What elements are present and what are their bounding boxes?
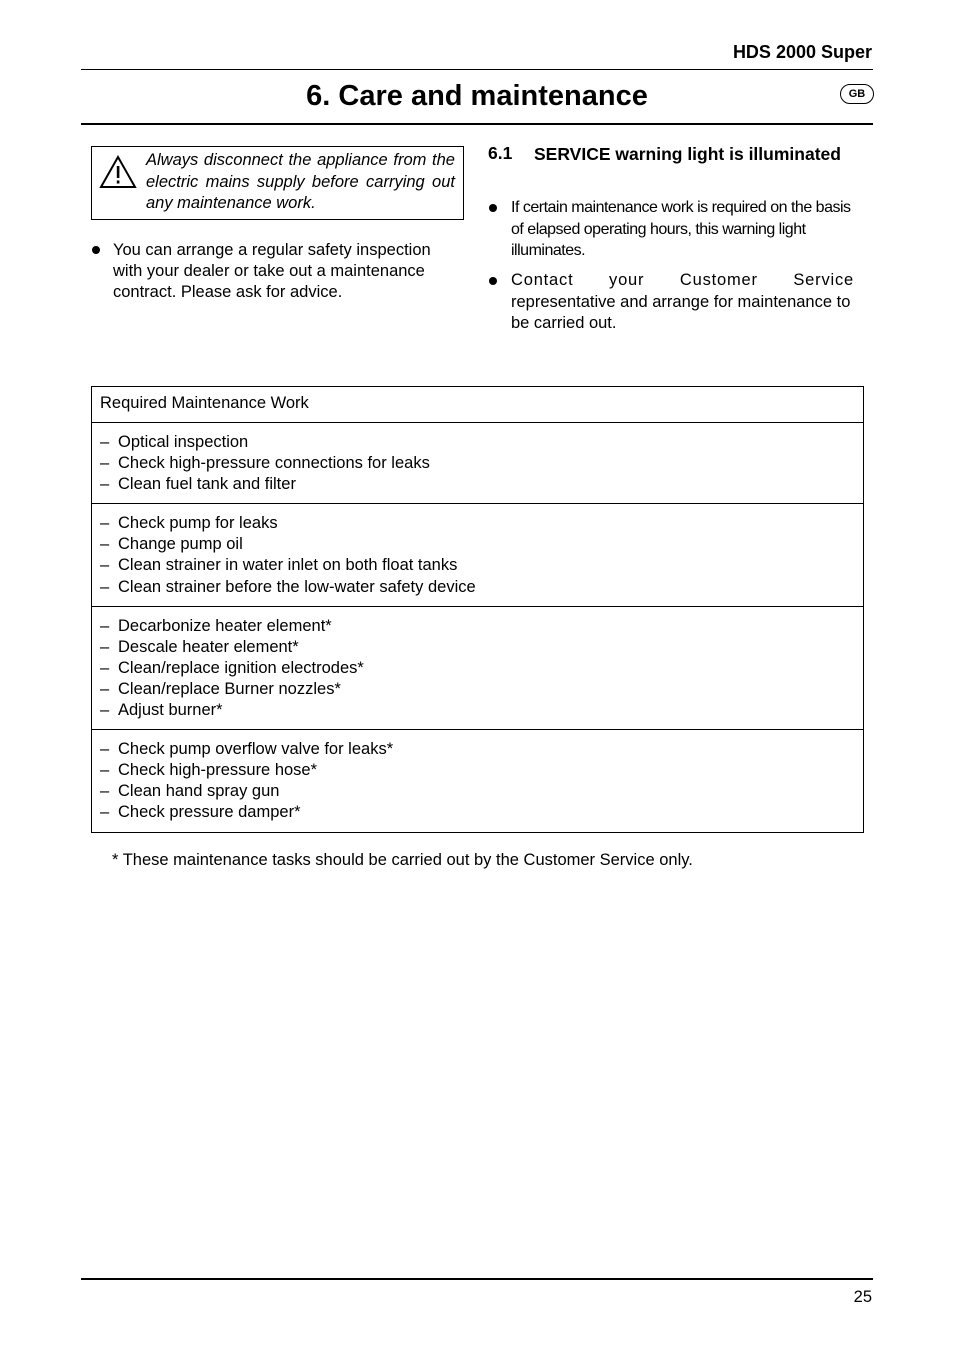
task-item: – Check high-pressure connections for leaks [100,454,430,473]
section-title: SERVICE warning light is illuminated [534,144,841,164]
warning-text: Always disconnect the appliance from the electric mains supply before carrying out any maintenance work. [146,151,455,212]
table-header: Required Maintenance Work [100,394,309,412]
task-item: – Clean hand spray gun [100,782,280,801]
section-number: 6.1 [488,143,513,163]
bullet-icon [489,277,497,285]
title-rule [81,123,873,125]
task-item: – Check high-pressure hose* [100,761,318,780]
table-row [92,503,863,605]
maintenance-table [91,386,864,833]
table-footnote: * These maintenance tasks should be carried out by the Customer Service only. [112,851,693,869]
document-model-name: HDS 2000 Super [732,42,872,62]
task-item: – Adjust burner* [100,701,223,720]
task-item: – Clean fuel tank and filter [100,475,296,494]
task-item: – Check pressure damper* [100,803,301,822]
task-item: – Optical inspection [100,433,249,451]
list-item [91,240,461,303]
warning-triangle-icon [99,155,137,189]
table-row [92,422,863,503]
table-row [92,606,863,729]
task-item: – Clean/replace Burner nozzles* [100,679,341,698]
list-item-text-rest: representative and arrange for maintenance to be carried out. [511,292,851,332]
header-rule [81,69,873,70]
list-item [488,197,854,262]
list-item [488,270,854,335]
warning-box [91,146,464,220]
list-item-text-line: Contact your Customer Service [511,271,854,289]
bullet-icon [92,246,100,254]
task-item: – Clean strainer in water inlet on both float tanks [100,556,458,575]
bullet-icon [489,204,497,212]
task-item: – Check pump overflow valve for leaks* [100,740,394,759]
task-item: – Descale heater element* [100,637,299,656]
table-row [92,729,863,831]
page-number: 25 [853,1288,872,1306]
page-title: 6. Care and maintenance [306,80,648,112]
language-badge: GB [840,84,874,104]
task-item: – Check pump for leaks [100,514,278,533]
list-item-text: If certain maintenance work is required on the basis of elapsed operating hours, this warning light illuminates. [511,199,851,259]
task-item: – Clean/replace ignition electrodes* [100,658,364,677]
list-item-text: You can arrange a regular safety inspection with your dealer or take out a maintenance contract. Please ask for advice. [113,241,431,301]
task-item: – Decarbonize heater element* [100,616,332,635]
footer-rule [81,1278,873,1280]
list-item-text [511,270,854,335]
task-item: – Clean strainer before the low-water safety device [100,577,476,596]
task-item: – Change pump oil [100,535,243,554]
